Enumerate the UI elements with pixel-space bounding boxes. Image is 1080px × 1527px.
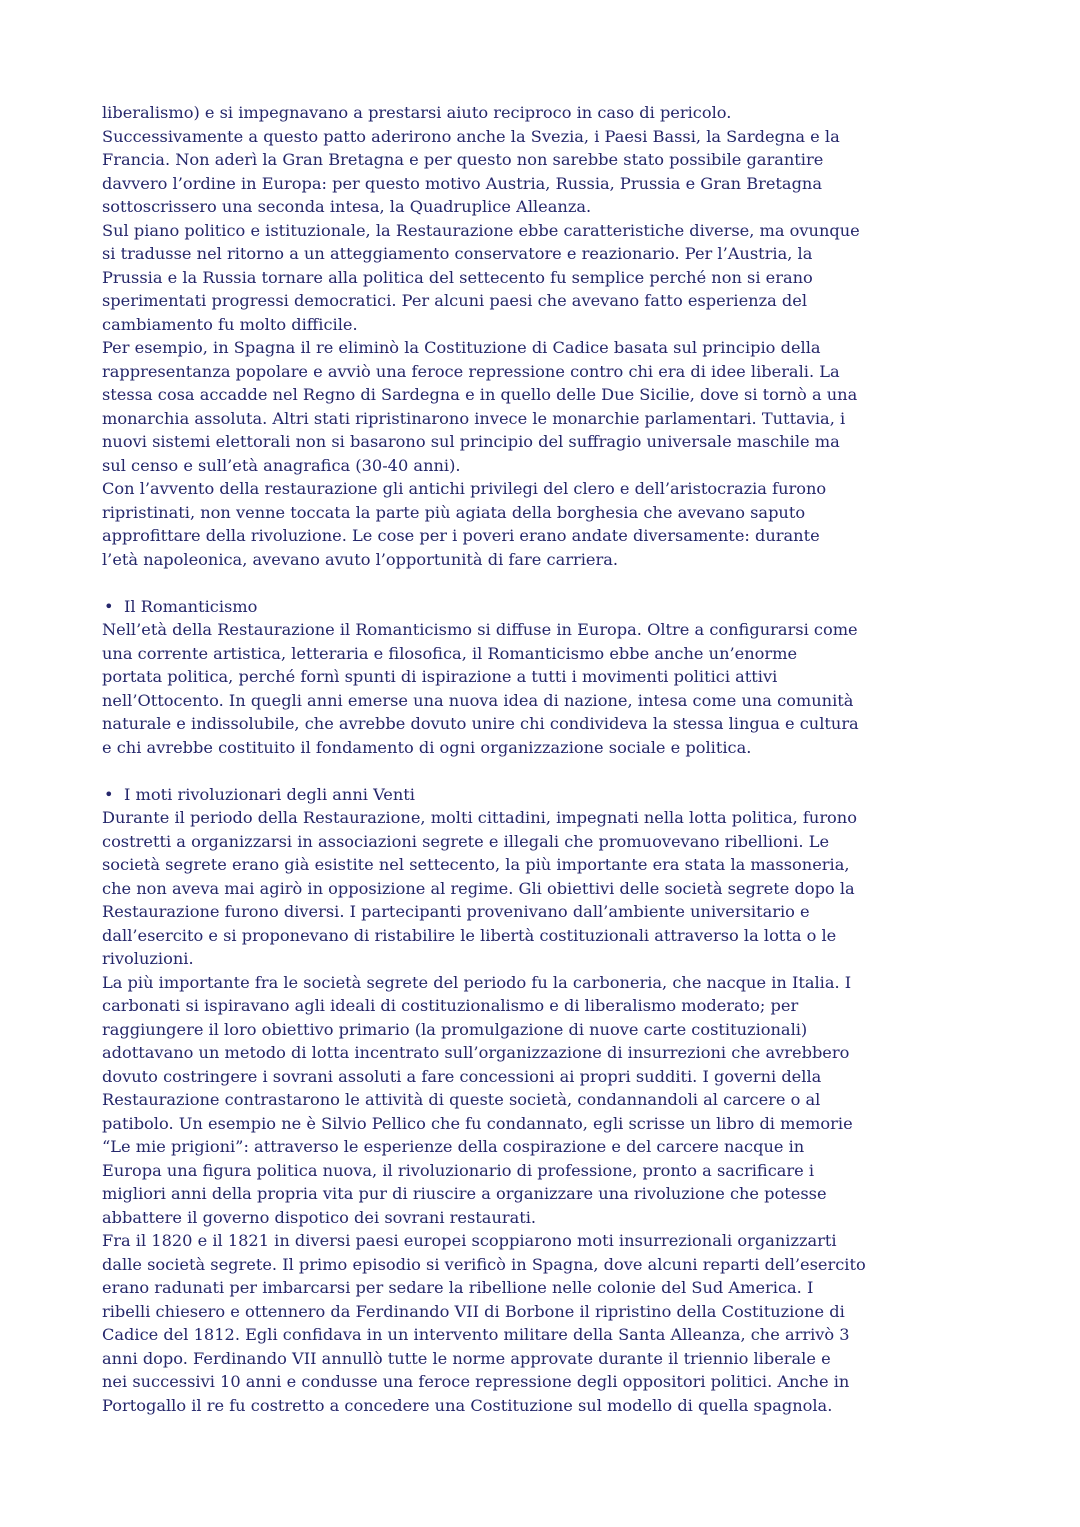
text-line: naturale e indissolubile, che avrebbe dovuto unire chi condivideva la stessa lingua e cultura [102,714,859,733]
text-line: sul censo e sull’età anagrafica (30-40 anni). [102,455,461,475]
text-line: rivoluzioni. [102,949,194,968]
text-line: monarchia assoluta. Altri stati ripristinarono invece le monarchie parlamentari. Tuttavia, i [102,408,846,428]
text-line: che non aveva mai agirò in opposizione al regime. Gli obiettivi delle società segrete dopo la [102,878,855,898]
section-romanticismo [102,595,992,760]
text-line: portata politica, perché fornì spunti di ispirazione a tutti i movimenti politici attivi [102,667,778,686]
text-line: dall’esercito e si proponevano di ristabilire le libertà costituzionali attraverso la lotta o le [102,925,837,945]
text-line: rappresentanza popolare e avviò una feroce repressione contro chi era di idee liberali. La [102,361,840,381]
text-line: erano radunati per imbarcarsi per sedare la ribellione nelle colonie del Sud America. I [102,1278,814,1297]
text-line: Europa una figura politica nuova, il rivoluzionario di professione, pronto a sacrificare i [102,1160,815,1180]
text-line: carbonati si ispiravano agli ideali di costituzionalismo e di liberalismo moderato; per [102,996,799,1015]
text-line: raggiungere il loro obiettivo primario (la promulgazione di nuove carte costituzionali) [102,1019,808,1039]
text-line: Per esempio, in Spagna il re eliminò la Costituzione di Cadice basata sul principio della [102,338,821,357]
text-line: e chi avrebbe costituito il fondamento di ogni organizzazione sociale e politica. [102,737,752,757]
text-line: Francia. Non aderì la Gran Bretagna e per questo non sarebbe stato possibile garantire [102,150,824,169]
text-line: nell’Ottocento. In quegli anni emerse una nuova idea di nazione, intesa come una comunità [102,690,854,710]
paragraph-spacer [102,759,992,783]
text-line: Cadice del 1812. Egli confidava in un intervento militare della Santa Alleanza, che arrivò 3 [102,1325,850,1344]
text-line: anni dopo. Ferdinando VII annullò tutte le norme approvate durante il triennio liberale e [102,1348,831,1368]
section-moti-rivoluzionari [102,783,992,1418]
text-line: una corrente artistica, letteraria e filosofica, il Romanticismo ebbe anche un’enorme [102,643,798,663]
section-heading [102,783,992,807]
text-line: Fra il 1820 e il 1821 in diversi paesi europei scoppiarono moti insurrezionali organizzarti [102,1231,837,1250]
text-line: Portogallo il re fu costretto a concedere una Costituzione sul modello di quella spagnola. [102,1395,833,1415]
intro-paragraph [102,101,992,571]
text-line: Successivamente a questo patto aderirono anche la Svezia, i Paesi Bassi, la Sardegna e la [102,126,840,146]
text-line: Sul piano politico e istituzionale, la Restaurazione ebbe caratteristiche diverse, ma ovunque [102,220,860,240]
text-line: si tradusse nel ritorno a un atteggiamento conservatore e reazionario. Per l’Austria, la [102,244,813,263]
text-line: Durante il periodo della Restaurazione, molti cittadini, impegnati nella lotta politica, furono [102,808,857,827]
text-line: cambiamento fu molto difficile. [102,314,358,334]
bullet-icon: • [104,784,114,804]
text-line: liberalismo) e si impegnavano a prestarsi aiuto reciproco in caso di pericolo. [102,103,732,122]
text-line: abbattere il governo dispotico dei sovrani restaurati. [102,1207,537,1227]
document-page [102,101,992,1417]
section-heading [102,595,992,619]
text-line: ripristinati, non venne toccata la parte più agiata della borghesia che avevano saputo [102,502,806,522]
text-line: società segrete erano già esistite nel settecento, la più importante era stata la massoneria, [102,855,850,874]
text-line: Prussia e la Russia tornare alla politica del settecento fu semplice perché non si erano [102,267,813,287]
text-line: stessa cosa accadde nel Regno di Sardegna e in quello delle Due Sicilie, dove si tornò a una [102,385,858,404]
text-line: dovuto costringere i sovrani assoluti a fare concessioni ai propri sudditi. I governi della [102,1066,822,1086]
text-line: dalle società segrete. Il primo episodio si verificò in Spagna, dove alcuni reparti dell’esercito [102,1254,866,1274]
text-line: nuovi sistemi elettorali non si basarono sul principio del suffragio universale maschile ma [102,432,840,451]
section-title: Il Romanticismo [124,596,258,616]
section-title: I moti rivoluzionari degli anni Venti [124,784,415,804]
text-line: Restaurazione contrastarono le attività di queste società, condannandoli al carcere o al [102,1090,821,1109]
text-line: adottavano un metodo di lotta incentrato sull’organizzazione di insurrezioni che avrebbero [102,1043,850,1062]
text-line: “Le mie prigioni”: attraverso le esperienze della cospirazione e del carcere nacque in [102,1137,805,1156]
text-line: Con l’avvento della restaurazione gli antichi privilegi del clero e dell’aristocrazia furono [102,479,827,498]
text-line: l’età napoleonica, avevano avuto l’opportunità di fare carriera. [102,549,618,569]
text-line: La più importante fra le società segrete del periodo fu la carboneria, che nacque in Italia. I [102,972,852,992]
text-line: migliori anni della propria vita pur di riuscire a organizzare una rivoluzione che potesse [102,1184,827,1203]
text-line: approfittare della rivoluzione. Le cose per i poveri erano andate diversamente: durante [102,526,820,545]
paragraph-spacer [102,571,992,595]
bullet-icon: • [104,596,114,616]
text-line: nei successivi 10 anni e condusse una feroce repressione degli oppositori politici. Anche in [102,1372,850,1391]
text-line: patibolo. Un esempio ne è Silvio Pellico che fu condannato, egli scrisse un libro di memorie [102,1113,853,1133]
text-line: ribelli chiesero e ottennero da Ferdinando VII di Borbone il ripristino della Costituzione di [102,1301,845,1321]
text-line: davvero l’ordine in Europa: per questo motivo Austria, Russia, Prussia e Gran Bretagna [102,173,823,193]
text-line: sperimentati progressi democratici. Per alcuni paesi che avevano fatto esperienza del [102,291,808,310]
text-line: Nell’età della Restaurazione il Romanticismo si diffuse in Europa. Oltre a configurarsi come [102,620,858,639]
text-line: costretti a organizzarsi in associazioni segrete e illegali che promuovevano ribellioni. Le [102,831,830,851]
text-line: Restaurazione furono diversi. I partecipanti provenivano dall’ambiente universitario e [102,902,810,921]
text-line: sottoscrissero una seconda intesa, la Quadruplice Alleanza. [102,197,592,216]
